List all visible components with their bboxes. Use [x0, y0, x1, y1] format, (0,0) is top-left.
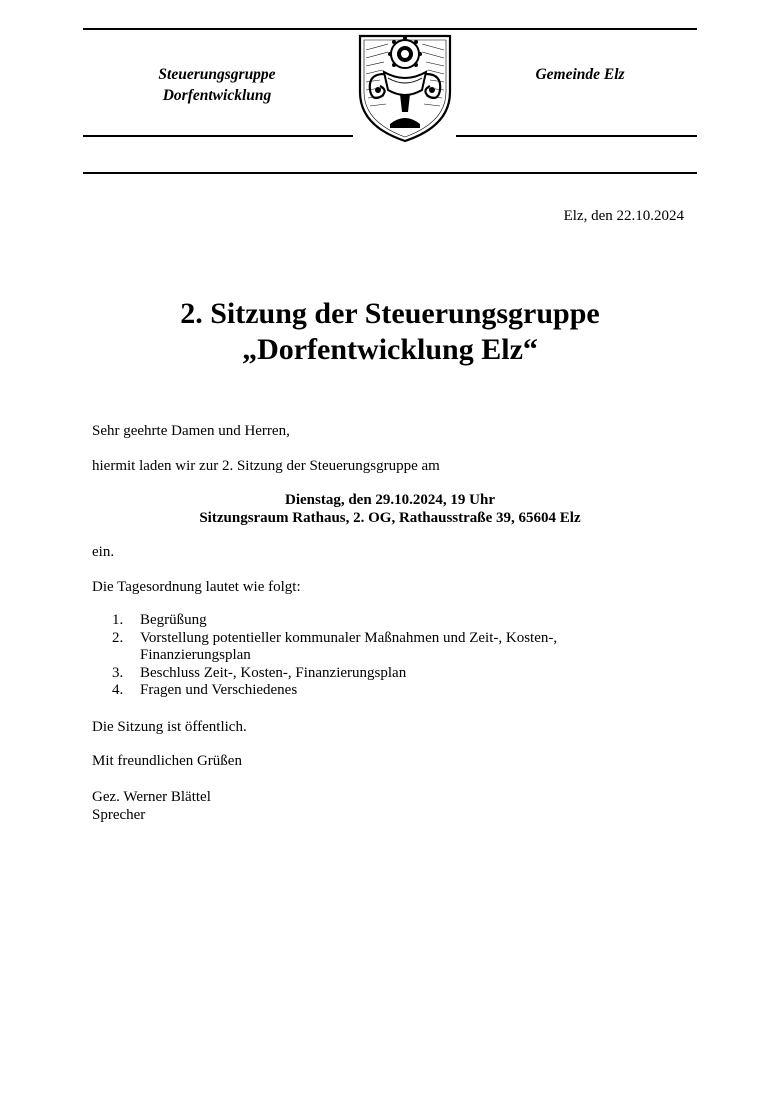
- agenda-item-number: 1.: [112, 612, 124, 628]
- meeting-details: [0, 491, 780, 527]
- agenda-item-number: 2.: [112, 629, 124, 646]
- ein-text: ein.: [92, 544, 115, 560]
- header-left-line1: Steuerungsgruppe: [158, 66, 276, 83]
- header-right-title: Gemeinde Elz: [535, 66, 625, 83]
- meeting-location: Sitzungsraum Rathaus, 2. OG, Rathausstraße 39, 65604 Elz: [199, 510, 581, 526]
- header-bottom-rule-left: [83, 135, 353, 137]
- header-left-title: [117, 64, 317, 106]
- closing: Mit freundlichen Grüßen: [92, 753, 242, 769]
- coat-of-arms-chalice-icon: [354, 30, 456, 144]
- header-bottom-rule-right: [456, 135, 697, 137]
- agenda-item-text: Vorstellung potentieller kommunaler Maßnahmen und Zeit-, Kosten-, Finanzierungsplan: [140, 629, 558, 663]
- salutation: Sehr geehrte Damen und Herren,: [92, 423, 290, 439]
- header-separator-rule: [83, 172, 697, 174]
- document-date: Elz, den 22.10.2024: [563, 208, 684, 224]
- title-line1: 2. Sitzung der Steuerungsgruppe: [180, 297, 600, 330]
- signature: [92, 788, 211, 824]
- invitation-text: hiermit laden wir zur 2. Sitzung der Steuerungsgruppe am: [92, 458, 440, 474]
- signature-name: Gez. Werner Blättel: [92, 789, 211, 805]
- list-item: [112, 665, 632, 683]
- agenda-list: [112, 612, 632, 700]
- list-item: [112, 630, 632, 665]
- agenda-item-text: Begrüßung: [140, 612, 207, 628]
- agenda-item-number: 3.: [112, 664, 124, 681]
- signature-role: Sprecher: [92, 807, 146, 823]
- list-item: [112, 682, 632, 700]
- public-note: Die Sitzung ist öffentlich.: [92, 719, 247, 735]
- agenda-item-text: Beschluss Zeit-, Kosten-, Finanzierungsplan: [140, 664, 407, 681]
- document-title: [0, 296, 780, 368]
- header-left-line2: Dorfentwicklung: [162, 87, 272, 104]
- agenda-item-number: 4.: [112, 682, 124, 698]
- agenda-item-text: Fragen und Verschiedenes: [140, 682, 298, 698]
- agenda-intro: Die Tagesordnung lautet wie folgt:: [92, 579, 301, 595]
- title-line2: „Dorfentwicklung Elz“: [242, 333, 538, 366]
- meeting-datetime: Dienstag, den 29.10.2024, 19 Uhr: [284, 492, 495, 508]
- list-item: [112, 612, 632, 630]
